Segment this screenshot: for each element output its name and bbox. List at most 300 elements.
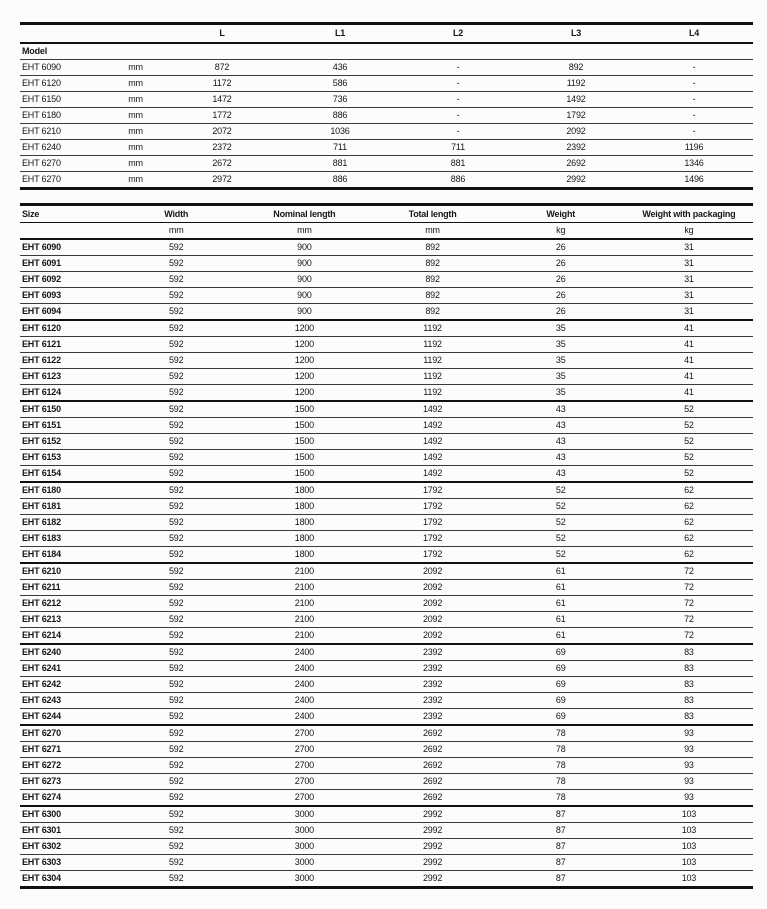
table-row <box>20 661 753 677</box>
value-cell: 2992 <box>517 172 635 189</box>
value-cell: mm <box>108 172 163 189</box>
unit-cell-kg: kg <box>497 223 625 240</box>
value-cell: 592 <box>112 482 240 499</box>
value-cell: - <box>635 108 753 124</box>
value-cell: 2992 <box>368 806 496 823</box>
value-cell: 103 <box>625 871 753 888</box>
value-cell: 83 <box>625 644 753 661</box>
value-cell: 2992 <box>368 823 496 839</box>
size-cell: EHT 6183 <box>20 531 112 547</box>
value-cell: 62 <box>625 515 753 531</box>
value-cell: 2100 <box>240 628 368 645</box>
size-cell: EHT 6212 <box>20 596 112 612</box>
size-cell: EHT 6243 <box>20 693 112 709</box>
section-row-model <box>20 43 753 60</box>
value-cell: 881 <box>399 156 517 172</box>
value-cell: 41 <box>625 320 753 337</box>
unit-cell-kg: kg <box>625 223 753 240</box>
size-cell: EHT 6122 <box>20 353 112 369</box>
value-cell: 1800 <box>240 482 368 499</box>
value-cell: 72 <box>625 596 753 612</box>
column-header-weight-with-packaging: Weight with packaging <box>625 205 753 223</box>
unit-cell-mm: mm <box>368 223 496 240</box>
value-cell: 1800 <box>240 515 368 531</box>
value-cell: 1792 <box>368 547 496 564</box>
value-cell: 1772 <box>163 108 281 124</box>
value-cell: 2092 <box>368 612 496 628</box>
value-cell: 1500 <box>240 401 368 418</box>
value-cell: 592 <box>112 531 240 547</box>
value-cell: 43 <box>497 434 625 450</box>
table-row <box>20 839 753 855</box>
size-cell: EHT 6210 <box>20 563 112 580</box>
value-cell: 886 <box>281 172 399 189</box>
value-cell: 892 <box>368 304 496 321</box>
value-cell: 1492 <box>368 418 496 434</box>
value-cell: 2100 <box>240 612 368 628</box>
model-cell: EHT 6180 <box>20 108 108 124</box>
value-cell: 35 <box>497 320 625 337</box>
value-cell: 26 <box>497 304 625 321</box>
size-cell: EHT 6092 <box>20 272 112 288</box>
value-cell: 2392 <box>368 709 496 726</box>
value-cell: 26 <box>497 288 625 304</box>
column-header-L: L <box>163 24 281 44</box>
value-cell: 592 <box>112 515 240 531</box>
table-row <box>20 450 753 466</box>
value-cell: 83 <box>625 693 753 709</box>
value-cell: - <box>635 92 753 108</box>
size-cell: EHT 6270 <box>20 725 112 742</box>
table-row <box>20 725 753 742</box>
value-cell: 592 <box>112 256 240 272</box>
value-cell: 72 <box>625 628 753 645</box>
size-cell: EHT 6273 <box>20 774 112 790</box>
value-cell: 62 <box>625 482 753 499</box>
value-cell: 2692 <box>368 790 496 807</box>
value-cell: 592 <box>112 418 240 434</box>
size-cell: EHT 6213 <box>20 612 112 628</box>
value-cell: 1200 <box>240 385 368 402</box>
value-cell: 69 <box>497 693 625 709</box>
table-row <box>20 272 753 288</box>
size-cell: EHT 6120 <box>20 320 112 337</box>
size-cell: EHT 6241 <box>20 661 112 677</box>
value-cell: mm <box>108 156 163 172</box>
column-header-total-length: Total length <box>368 205 496 223</box>
value-cell: 2072 <box>163 124 281 140</box>
value-cell: 2392 <box>368 661 496 677</box>
size-cell: EHT 6181 <box>20 499 112 515</box>
value-cell: 2672 <box>163 156 281 172</box>
value-cell: 592 <box>112 353 240 369</box>
value-cell: 1492 <box>368 450 496 466</box>
size-cell: EHT 6271 <box>20 742 112 758</box>
value-cell: 900 <box>240 239 368 256</box>
table-row <box>20 612 753 628</box>
value-cell: 61 <box>497 596 625 612</box>
model-cell: EHT 6270 <box>20 156 108 172</box>
value-cell: 2692 <box>368 758 496 774</box>
value-cell: mm <box>108 92 163 108</box>
size-cell: EHT 6274 <box>20 790 112 807</box>
value-cell: 72 <box>625 580 753 596</box>
value-cell: 69 <box>497 677 625 693</box>
value-cell: 892 <box>368 288 496 304</box>
table-row <box>20 172 753 189</box>
value-cell: 1792 <box>368 515 496 531</box>
value-cell: 41 <box>625 385 753 402</box>
value-cell: 1792 <box>517 108 635 124</box>
value-cell: - <box>399 60 517 76</box>
value-cell: 592 <box>112 742 240 758</box>
value-cell: 2992 <box>368 839 496 855</box>
value-cell: 592 <box>112 677 240 693</box>
value-cell: 72 <box>625 563 753 580</box>
value-cell: 592 <box>112 401 240 418</box>
value-cell: 592 <box>112 612 240 628</box>
table-row <box>20 531 753 547</box>
value-cell: 2700 <box>240 790 368 807</box>
value-cell: 3000 <box>240 871 368 888</box>
value-cell: 1800 <box>240 547 368 564</box>
value-cell: 1492 <box>368 401 496 418</box>
value-cell: 592 <box>112 806 240 823</box>
value-cell: 2400 <box>240 644 368 661</box>
value-cell: 592 <box>112 239 240 256</box>
value-cell: 1036 <box>281 124 399 140</box>
value-cell: 586 <box>281 76 399 92</box>
value-cell: 78 <box>497 742 625 758</box>
table-row <box>20 418 753 434</box>
value-cell: 892 <box>517 60 635 76</box>
value-cell: 35 <box>497 353 625 369</box>
size-cell: EHT 6151 <box>20 418 112 434</box>
table-row <box>20 60 753 76</box>
model-cell: EHT 6120 <box>20 76 108 92</box>
value-cell: 41 <box>625 337 753 353</box>
value-cell: 69 <box>497 644 625 661</box>
table-row <box>20 369 753 385</box>
value-cell: 43 <box>497 401 625 418</box>
value-cell: 52 <box>497 482 625 499</box>
model-cell: EHT 6270 <box>20 172 108 189</box>
value-cell: 2092 <box>368 563 496 580</box>
value-cell: - <box>399 76 517 92</box>
value-cell: 1196 <box>635 140 753 156</box>
value-cell: 892 <box>368 256 496 272</box>
table-row <box>20 693 753 709</box>
value-cell: 2392 <box>368 693 496 709</box>
table-row <box>20 823 753 839</box>
value-cell: 592 <box>112 790 240 807</box>
size-table-body <box>20 223 753 888</box>
value-cell: 78 <box>497 774 625 790</box>
value-cell: - <box>399 124 517 140</box>
value-cell: 592 <box>112 823 240 839</box>
value-cell: 2392 <box>368 677 496 693</box>
value-cell: mm <box>108 60 163 76</box>
value-cell: 1792 <box>368 482 496 499</box>
value-cell: 93 <box>625 725 753 742</box>
size-cell: EHT 6242 <box>20 677 112 693</box>
model-cell: EHT 6150 <box>20 92 108 108</box>
datasheet-page <box>0 22 767 909</box>
value-cell: 2700 <box>240 742 368 758</box>
value-cell: 592 <box>112 272 240 288</box>
value-cell: 1200 <box>240 337 368 353</box>
value-cell: 52 <box>497 515 625 531</box>
value-cell: 31 <box>625 288 753 304</box>
table-row <box>20 742 753 758</box>
value-cell: 592 <box>112 563 240 580</box>
column-header-nominal-length: Nominal length <box>240 205 368 223</box>
value-cell: - <box>635 76 753 92</box>
value-cell: 1800 <box>240 531 368 547</box>
column-header-size: Size <box>20 205 112 223</box>
value-cell: 1200 <box>240 369 368 385</box>
value-cell: 61 <box>497 580 625 596</box>
value-cell: 592 <box>112 450 240 466</box>
size-cell: EHT 6124 <box>20 385 112 402</box>
column-header-blank <box>108 24 163 44</box>
size-cell: EHT 6094 <box>20 304 112 321</box>
table-row <box>20 320 753 337</box>
value-cell: 83 <box>625 661 753 677</box>
unit-cell-mm: mm <box>240 223 368 240</box>
value-cell: 52 <box>625 418 753 434</box>
value-cell: 31 <box>625 239 753 256</box>
value-cell: 3000 <box>240 839 368 855</box>
value-cell: 103 <box>625 839 753 855</box>
size-cell: EHT 6153 <box>20 450 112 466</box>
value-cell: 592 <box>112 661 240 677</box>
size-cell: EHT 6304 <box>20 871 112 888</box>
value-cell: 1492 <box>368 466 496 483</box>
value-cell: 2092 <box>368 596 496 612</box>
value-cell: 35 <box>497 385 625 402</box>
table-row <box>20 76 753 92</box>
value-cell: 78 <box>497 758 625 774</box>
value-cell: 1492 <box>517 92 635 108</box>
value-cell: 83 <box>625 709 753 726</box>
unit-cell <box>20 223 112 240</box>
value-cell: 2100 <box>240 596 368 612</box>
value-cell: 103 <box>625 855 753 871</box>
table-row <box>20 304 753 321</box>
value-cell: 1472 <box>163 92 281 108</box>
value-cell: 61 <box>497 612 625 628</box>
value-cell: 72 <box>625 612 753 628</box>
value-cell: 1192 <box>517 76 635 92</box>
value-cell: 592 <box>112 499 240 515</box>
value-cell: - <box>399 92 517 108</box>
value-cell: 2392 <box>517 140 635 156</box>
value-cell: 1192 <box>368 385 496 402</box>
size-cell: EHT 6150 <box>20 401 112 418</box>
table-row <box>20 353 753 369</box>
value-cell: 43 <box>497 418 625 434</box>
value-cell: 2700 <box>240 725 368 742</box>
value-cell: 52 <box>625 450 753 466</box>
table-row <box>20 563 753 580</box>
size-cell: EHT 6300 <box>20 806 112 823</box>
value-cell: 881 <box>281 156 399 172</box>
value-cell: 892 <box>368 272 496 288</box>
value-cell: 711 <box>399 140 517 156</box>
table-row <box>20 855 753 871</box>
size-cell: EHT 6123 <box>20 369 112 385</box>
value-cell: 1346 <box>635 156 753 172</box>
value-cell: 2692 <box>368 725 496 742</box>
value-cell: 592 <box>112 288 240 304</box>
table-row <box>20 124 753 140</box>
value-cell: mm <box>108 108 163 124</box>
table-row <box>20 92 753 108</box>
value-cell: 2392 <box>368 644 496 661</box>
value-cell: 1192 <box>368 337 496 353</box>
unit-cell-mm: mm <box>112 223 240 240</box>
value-cell: 61 <box>497 563 625 580</box>
table-row <box>20 337 753 353</box>
column-header-L4: L4 <box>635 24 753 44</box>
table-row <box>20 466 753 483</box>
value-cell: mm <box>108 140 163 156</box>
value-cell: 2400 <box>240 677 368 693</box>
value-cell: 52 <box>625 401 753 418</box>
dimension-table-body <box>20 43 753 189</box>
size-cell: EHT 6152 <box>20 434 112 450</box>
value-cell: 592 <box>112 644 240 661</box>
table-row <box>20 806 753 823</box>
size-table <box>20 203 753 889</box>
value-cell: 43 <box>497 450 625 466</box>
value-cell: 61 <box>497 628 625 645</box>
value-cell: 2100 <box>240 580 368 596</box>
value-cell: 2092 <box>368 580 496 596</box>
size-cell: EHT 6121 <box>20 337 112 353</box>
value-cell: - <box>635 124 753 140</box>
value-cell: 886 <box>281 108 399 124</box>
value-cell: 3000 <box>240 855 368 871</box>
value-cell: 26 <box>497 272 625 288</box>
table-row <box>20 758 753 774</box>
column-header-blank <box>20 24 108 44</box>
size-cell: EHT 6301 <box>20 823 112 839</box>
model-cell: EHT 6240 <box>20 140 108 156</box>
value-cell: 592 <box>112 855 240 871</box>
value-cell: 592 <box>112 725 240 742</box>
value-cell: 592 <box>112 385 240 402</box>
value-cell: 43 <box>497 466 625 483</box>
dimension-table <box>20 22 753 190</box>
value-cell: 41 <box>625 353 753 369</box>
value-cell: 103 <box>625 806 753 823</box>
table-row <box>20 401 753 418</box>
value-cell: 2692 <box>517 156 635 172</box>
value-cell: 1496 <box>635 172 753 189</box>
model-cell: EHT 6210 <box>20 124 108 140</box>
size-cell: EHT 6214 <box>20 628 112 645</box>
value-cell: 3000 <box>240 806 368 823</box>
value-cell: 1500 <box>240 418 368 434</box>
size-cell: EHT 6211 <box>20 580 112 596</box>
size-cell: EHT 6091 <box>20 256 112 272</box>
value-cell: 35 <box>497 369 625 385</box>
value-cell: 69 <box>497 709 625 726</box>
value-cell: 1192 <box>368 353 496 369</box>
size-cell: EHT 6302 <box>20 839 112 855</box>
value-cell: 2692 <box>368 774 496 790</box>
table-row <box>20 482 753 499</box>
value-cell: 2700 <box>240 758 368 774</box>
value-cell: 31 <box>625 256 753 272</box>
value-cell: 62 <box>625 547 753 564</box>
value-cell: 2992 <box>368 871 496 888</box>
value-cell: 592 <box>112 709 240 726</box>
value-cell: 2400 <box>240 693 368 709</box>
table-row <box>20 547 753 564</box>
size-table-header-row <box>20 205 753 223</box>
value-cell: mm <box>108 124 163 140</box>
table-row <box>20 515 753 531</box>
value-cell: 26 <box>497 239 625 256</box>
value-cell: 1800 <box>240 499 368 515</box>
value-cell: 2692 <box>368 742 496 758</box>
value-cell: 592 <box>112 369 240 385</box>
value-cell: 2400 <box>240 661 368 677</box>
value-cell: 52 <box>497 547 625 564</box>
size-cell: EHT 6093 <box>20 288 112 304</box>
value-cell: mm <box>108 76 163 92</box>
value-cell: 62 <box>625 531 753 547</box>
table-row <box>20 790 753 807</box>
column-header-width: Width <box>112 205 240 223</box>
value-cell: 2992 <box>368 855 496 871</box>
value-cell: 87 <box>497 806 625 823</box>
value-cell: 1192 <box>368 320 496 337</box>
value-cell: 2100 <box>240 563 368 580</box>
dimension-table-header-row <box>20 24 753 44</box>
table-row <box>20 108 753 124</box>
value-cell: 87 <box>497 839 625 855</box>
value-cell: 592 <box>112 758 240 774</box>
size-cell: EHT 6090 <box>20 239 112 256</box>
value-cell: 592 <box>112 434 240 450</box>
value-cell: 900 <box>240 304 368 321</box>
value-cell: 900 <box>240 288 368 304</box>
column-header-weight: Weight <box>497 205 625 223</box>
value-cell: 87 <box>497 823 625 839</box>
value-cell: 2372 <box>163 140 281 156</box>
table-row <box>20 871 753 888</box>
column-header-L2: L2 <box>399 24 517 44</box>
table-row <box>20 288 753 304</box>
value-cell: 62 <box>625 499 753 515</box>
value-cell: - <box>635 60 753 76</box>
size-cell: EHT 6303 <box>20 855 112 871</box>
value-cell: 78 <box>497 725 625 742</box>
value-cell: 436 <box>281 60 399 76</box>
value-cell: 93 <box>625 790 753 807</box>
size-cell: EHT 6180 <box>20 482 112 499</box>
table-row <box>20 596 753 612</box>
size-cell: EHT 6240 <box>20 644 112 661</box>
table-row <box>20 644 753 661</box>
column-header-L1: L1 <box>281 24 399 44</box>
table-row <box>20 709 753 726</box>
size-cell: EHT 6154 <box>20 466 112 483</box>
